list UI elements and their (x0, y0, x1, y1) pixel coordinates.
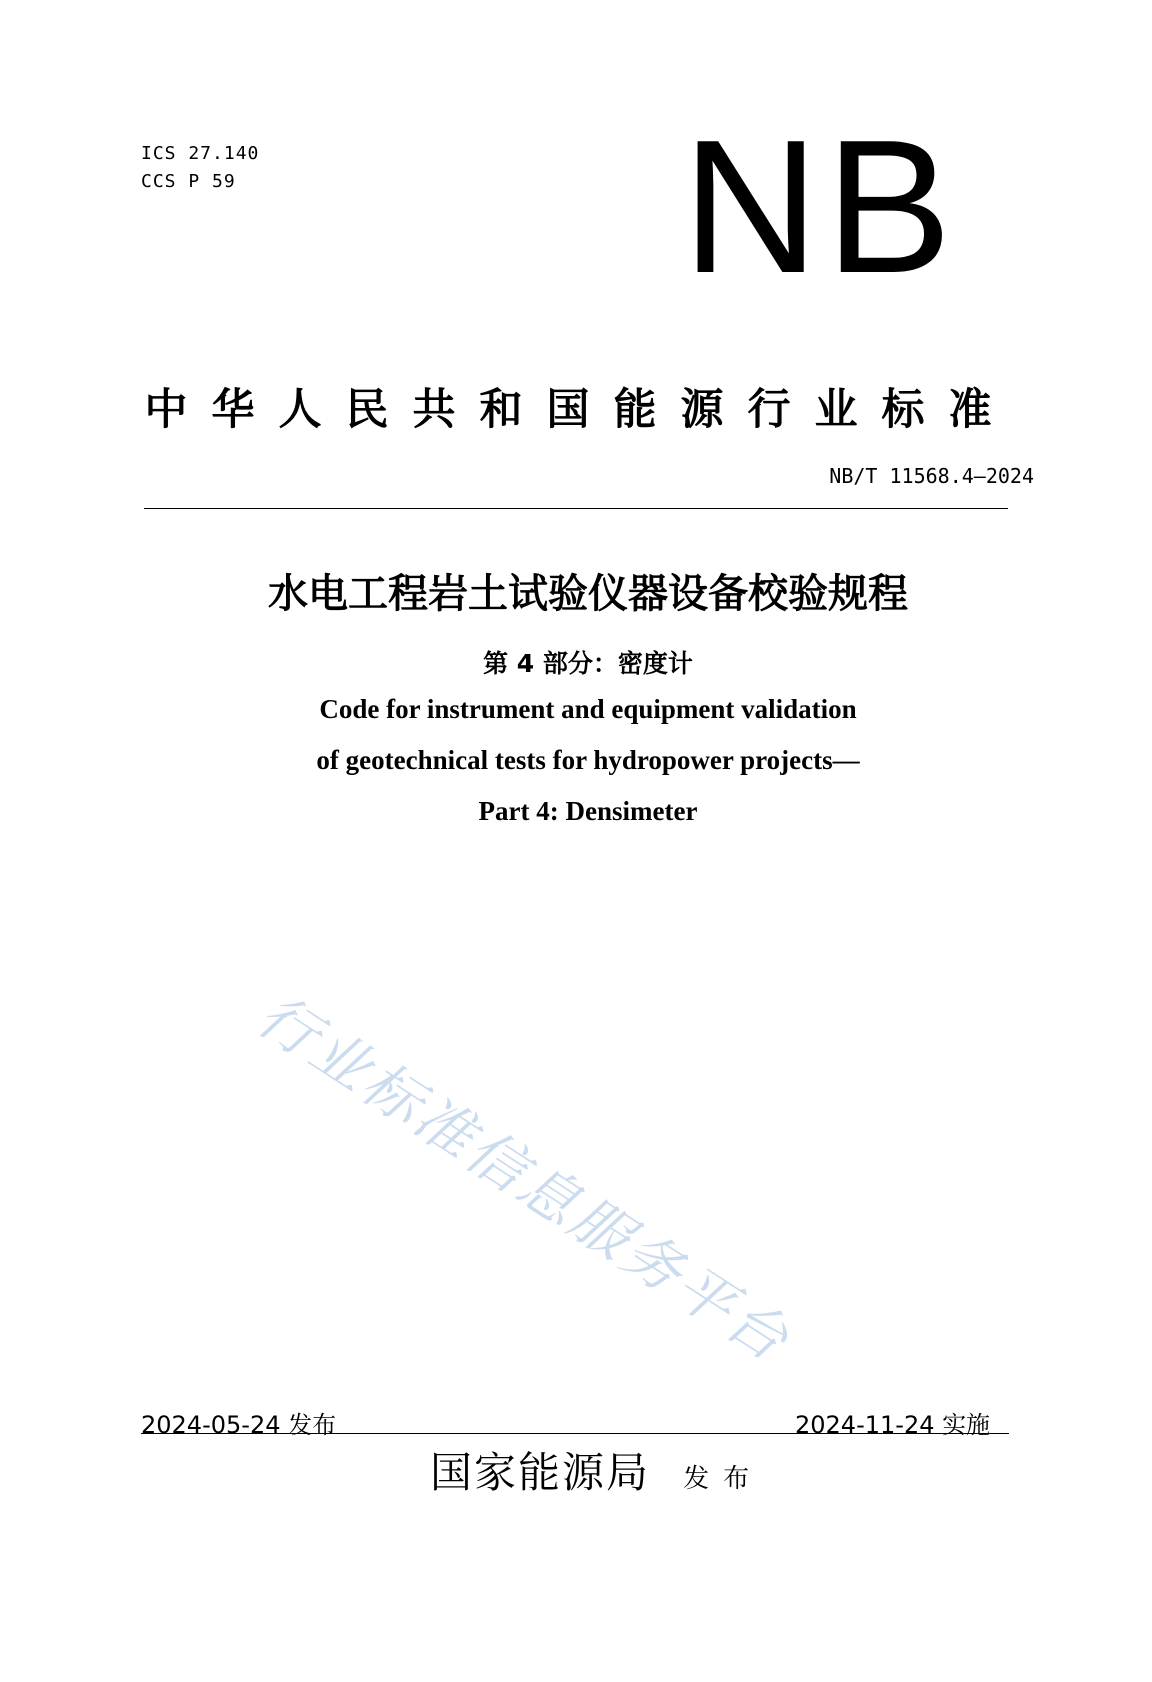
top-divider (144, 508, 1008, 509)
standard-type-heading: 中华人民共和国能源行业标准 (144, 385, 1016, 435)
title-english-line-2: of geotechnical tests for hydropower projects— (316, 745, 860, 775)
watermark: 行业标准信息服务平台 (245, 980, 803, 1376)
issuer (430, 1440, 763, 1500)
ics-code: ICS 27.140 (141, 143, 260, 164)
implementation-date: 2024-11-24 实施 (795, 1411, 991, 1439)
title-chinese: 水电工程岩土试验仪器设备校验规程 (268, 571, 908, 617)
title-english-line-1: Code for instrument and equipment validation (319, 694, 857, 724)
title-english-line-3: Part 4: Densimeter (478, 796, 698, 826)
bottom-divider (141, 1433, 1009, 1434)
ccs-code: CCS P 59 (141, 171, 236, 192)
part-title-chinese: 第 4 部分：密度计 (483, 649, 693, 678)
standard-number: NB/T 11568.4—2024 (829, 464, 1034, 488)
issuer-name: 国家能源局 (430, 1448, 651, 1497)
classification-codes (141, 140, 259, 196)
release-date: 2024-05-24 发布 (141, 1411, 337, 1439)
nb-logo: NB (682, 101, 958, 313)
issuer-suffix: 发布 (683, 1464, 764, 1494)
